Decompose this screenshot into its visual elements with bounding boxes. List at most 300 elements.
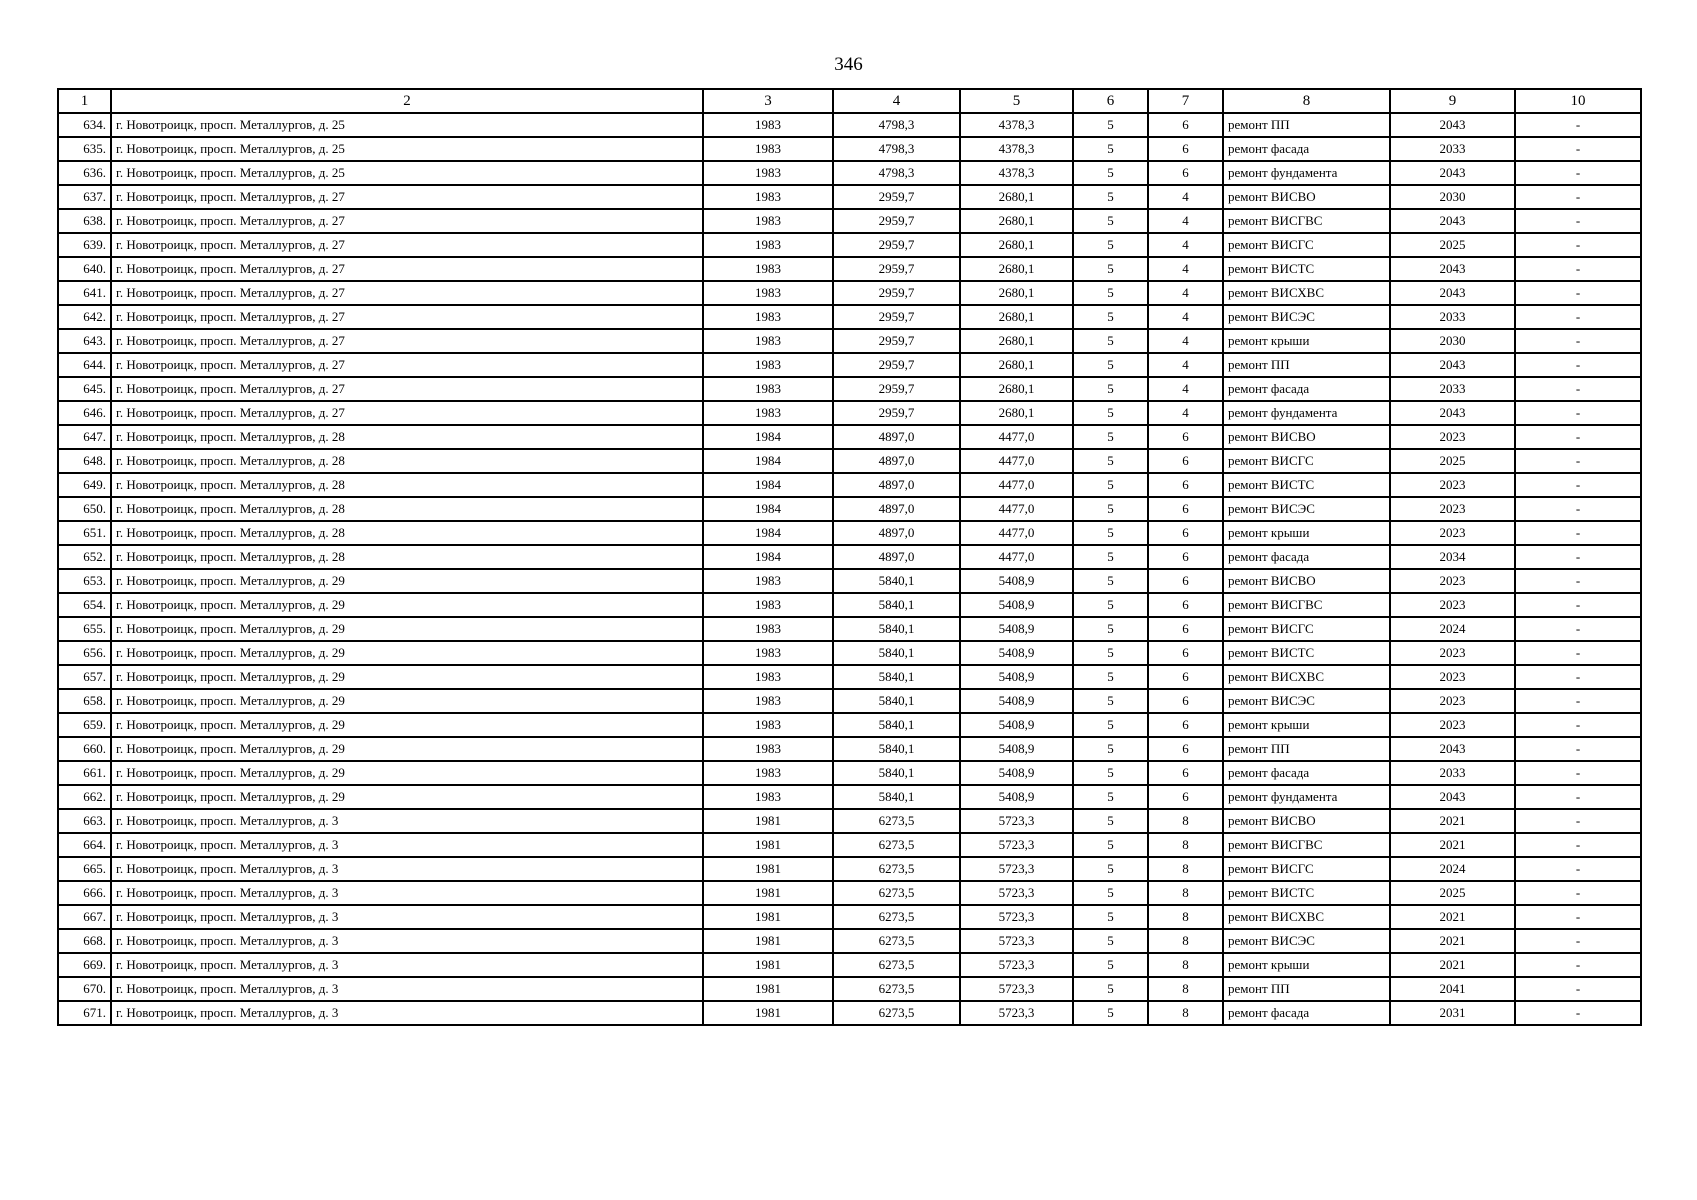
total-area-cell: 4897,0	[833, 545, 960, 569]
floors-cell: 5	[1073, 497, 1148, 521]
living-area-cell: 2680,1	[960, 305, 1073, 329]
column-header-1: 1	[58, 89, 111, 113]
entrances-cell: 6	[1148, 473, 1223, 497]
column-header-4: 4	[833, 89, 960, 113]
living-area-cell: 2680,1	[960, 257, 1073, 281]
floors-cell: 5	[1073, 137, 1148, 161]
row-number-cell: 661.	[58, 761, 111, 785]
year-cell: 1983	[703, 665, 833, 689]
work-type-cell: ремонт ВИСВО	[1223, 425, 1390, 449]
note-cell: -	[1515, 257, 1641, 281]
floors-cell: 5	[1073, 281, 1148, 305]
planned-year-cell: 2043	[1390, 401, 1515, 425]
living-area-cell: 5723,3	[960, 905, 1073, 929]
year-cell: 1981	[703, 977, 833, 1001]
floors-cell: 5	[1073, 401, 1148, 425]
entrances-cell: 4	[1148, 281, 1223, 305]
table-row	[58, 473, 1641, 497]
note-cell: -	[1515, 185, 1641, 209]
living-area-cell: 5408,9	[960, 689, 1073, 713]
entrances-cell: 8	[1148, 905, 1223, 929]
total-area-cell: 5840,1	[833, 737, 960, 761]
living-area-cell: 5408,9	[960, 737, 1073, 761]
entrances-cell: 6	[1148, 593, 1223, 617]
year-cell: 1984	[703, 473, 833, 497]
table-row	[58, 113, 1641, 137]
entrances-cell: 4	[1148, 257, 1223, 281]
table-row	[58, 881, 1641, 905]
note-cell: -	[1515, 881, 1641, 905]
table-row	[58, 161, 1641, 185]
work-type-cell: ремонт фасада	[1223, 1001, 1390, 1025]
living-area-cell: 4477,0	[960, 545, 1073, 569]
address-cell: г. Новотроицк, просп. Металлургов, д. 27	[111, 353, 703, 377]
floors-cell: 5	[1073, 857, 1148, 881]
note-cell: -	[1515, 905, 1641, 929]
entrances-cell: 6	[1148, 665, 1223, 689]
address-cell: г. Новотроицк, просп. Металлургов, д. 27	[111, 305, 703, 329]
table-row	[58, 809, 1641, 833]
total-area-cell: 5840,1	[833, 593, 960, 617]
table-row	[58, 713, 1641, 737]
floors-cell: 5	[1073, 113, 1148, 137]
floors-cell: 5	[1073, 1001, 1148, 1025]
address-cell: г. Новотроицк, просп. Металлургов, д. 27	[111, 209, 703, 233]
total-area-cell: 6273,5	[833, 977, 960, 1001]
planned-year-cell: 2021	[1390, 953, 1515, 977]
planned-year-cell: 2023	[1390, 641, 1515, 665]
table-header-row	[58, 89, 1641, 113]
work-type-cell: ремонт ПП	[1223, 737, 1390, 761]
year-cell: 1983	[703, 305, 833, 329]
address-cell: г. Новотроицк, просп. Металлургов, д. 29	[111, 785, 703, 809]
year-cell: 1983	[703, 233, 833, 257]
total-area-cell: 4798,3	[833, 137, 960, 161]
floors-cell: 5	[1073, 953, 1148, 977]
row-number-cell: 649.	[58, 473, 111, 497]
row-number-cell: 656.	[58, 641, 111, 665]
floors-cell: 5	[1073, 257, 1148, 281]
note-cell: -	[1515, 281, 1641, 305]
address-cell: г. Новотроицк, просп. Металлургов, д. 29	[111, 689, 703, 713]
planned-year-cell: 2023	[1390, 425, 1515, 449]
floors-cell: 5	[1073, 425, 1148, 449]
living-area-cell: 4477,0	[960, 521, 1073, 545]
note-cell: -	[1515, 1001, 1641, 1025]
planned-year-cell: 2043	[1390, 161, 1515, 185]
address-cell: г. Новотроицк, просп. Металлургов, д. 29	[111, 593, 703, 617]
living-area-cell: 5723,3	[960, 857, 1073, 881]
floors-cell: 5	[1073, 617, 1148, 641]
total-area-cell: 2959,7	[833, 353, 960, 377]
address-cell: г. Новотроицк, просп. Металлургов, д. 27	[111, 281, 703, 305]
year-cell: 1981	[703, 953, 833, 977]
floors-cell: 5	[1073, 449, 1148, 473]
row-number-cell: 643.	[58, 329, 111, 353]
year-cell: 1983	[703, 713, 833, 737]
address-cell: г. Новотроицк, просп. Металлургов, д. 3	[111, 1001, 703, 1025]
floors-cell: 5	[1073, 929, 1148, 953]
column-header-8: 8	[1223, 89, 1390, 113]
living-area-cell: 5723,3	[960, 809, 1073, 833]
floors-cell: 5	[1073, 881, 1148, 905]
year-cell: 1983	[703, 401, 833, 425]
row-number-cell: 670.	[58, 977, 111, 1001]
note-cell: -	[1515, 617, 1641, 641]
table-row	[58, 905, 1641, 929]
living-area-cell: 5408,9	[960, 617, 1073, 641]
entrances-cell: 8	[1148, 809, 1223, 833]
work-type-cell: ремонт ВИСГС	[1223, 233, 1390, 257]
living-area-cell: 2680,1	[960, 377, 1073, 401]
note-cell: -	[1515, 449, 1641, 473]
table-row	[58, 425, 1641, 449]
address-cell: г. Новотроицк, просп. Металлургов, д. 3	[111, 977, 703, 1001]
planned-year-cell: 2033	[1390, 137, 1515, 161]
entrances-cell: 8	[1148, 857, 1223, 881]
living-area-cell: 5408,9	[960, 713, 1073, 737]
year-cell: 1983	[703, 641, 833, 665]
living-area-cell: 5723,3	[960, 833, 1073, 857]
note-cell: -	[1515, 353, 1641, 377]
row-number-cell: 640.	[58, 257, 111, 281]
entrances-cell: 4	[1148, 185, 1223, 209]
entrances-cell: 6	[1148, 545, 1223, 569]
total-area-cell: 2959,7	[833, 209, 960, 233]
year-cell: 1983	[703, 377, 833, 401]
table-row	[58, 209, 1641, 233]
total-area-cell: 2959,7	[833, 329, 960, 353]
entrances-cell: 4	[1148, 401, 1223, 425]
work-type-cell: ремонт ПП	[1223, 977, 1390, 1001]
address-cell: г. Новотроицк, просп. Металлургов, д. 28	[111, 545, 703, 569]
total-area-cell: 5840,1	[833, 665, 960, 689]
address-cell: г. Новотроицк, просп. Металлургов, д. 27	[111, 257, 703, 281]
total-area-cell: 6273,5	[833, 929, 960, 953]
address-cell: г. Новотроицк, просп. Металлургов, д. 25	[111, 113, 703, 137]
year-cell: 1984	[703, 545, 833, 569]
note-cell: -	[1515, 113, 1641, 137]
floors-cell: 5	[1073, 233, 1148, 257]
table-row	[58, 665, 1641, 689]
floors-cell: 5	[1073, 569, 1148, 593]
total-area-cell: 4897,0	[833, 497, 960, 521]
total-area-cell: 5840,1	[833, 617, 960, 641]
work-type-cell: ремонт ВИСГВС	[1223, 209, 1390, 233]
total-area-cell: 4897,0	[833, 521, 960, 545]
row-number-cell: 660.	[58, 737, 111, 761]
work-type-cell: ремонт фасада	[1223, 761, 1390, 785]
address-cell: г. Новотроицк, просп. Металлургов, д. 27	[111, 233, 703, 257]
floors-cell: 5	[1073, 977, 1148, 1001]
year-cell: 1981	[703, 833, 833, 857]
entrances-cell: 4	[1148, 377, 1223, 401]
total-area-cell: 4897,0	[833, 473, 960, 497]
planned-year-cell: 2025	[1390, 233, 1515, 257]
address-cell: г. Новотроицк, просп. Металлургов, д. 25	[111, 161, 703, 185]
year-cell: 1984	[703, 449, 833, 473]
year-cell: 1983	[703, 257, 833, 281]
table-row	[58, 761, 1641, 785]
table-row	[58, 977, 1641, 1001]
work-type-cell: ремонт ВИСГС	[1223, 617, 1390, 641]
entrances-cell: 8	[1148, 1001, 1223, 1025]
note-cell: -	[1515, 929, 1641, 953]
floors-cell: 5	[1073, 905, 1148, 929]
work-type-cell: ремонт ВИСЭС	[1223, 929, 1390, 953]
living-area-cell: 5723,3	[960, 929, 1073, 953]
planned-year-cell: 2025	[1390, 449, 1515, 473]
address-cell: г. Новотроицк, просп. Металлургов, д. 25	[111, 137, 703, 161]
planned-year-cell: 2024	[1390, 617, 1515, 641]
column-header-10: 10	[1515, 89, 1641, 113]
year-cell: 1984	[703, 425, 833, 449]
planned-year-cell: 2043	[1390, 281, 1515, 305]
row-number-cell: 648.	[58, 449, 111, 473]
year-cell: 1983	[703, 329, 833, 353]
address-cell: г. Новотроицк, просп. Металлургов, д. 3	[111, 953, 703, 977]
work-type-cell: ремонт фасада	[1223, 137, 1390, 161]
note-cell: -	[1515, 641, 1641, 665]
living-area-cell: 5723,3	[960, 881, 1073, 905]
table-row	[58, 593, 1641, 617]
row-number-cell: 668.	[58, 929, 111, 953]
floors-cell: 5	[1073, 377, 1148, 401]
page-number: 346	[834, 54, 863, 75]
table-row	[58, 353, 1641, 377]
floors-cell: 5	[1073, 761, 1148, 785]
total-area-cell: 6273,5	[833, 833, 960, 857]
row-number-cell: 645.	[58, 377, 111, 401]
table-row	[58, 377, 1641, 401]
total-area-cell: 2959,7	[833, 257, 960, 281]
year-cell: 1984	[703, 521, 833, 545]
total-area-cell: 5840,1	[833, 641, 960, 665]
total-area-cell: 2959,7	[833, 233, 960, 257]
registry-table	[57, 88, 1642, 1026]
note-cell: -	[1515, 161, 1641, 185]
row-number-cell: 642.	[58, 305, 111, 329]
work-type-cell: ремонт ВИСЭС	[1223, 497, 1390, 521]
work-type-cell: ремонт ВИСХВС	[1223, 281, 1390, 305]
address-cell: г. Новотроицк, просп. Металлургов, д. 29	[111, 713, 703, 737]
total-area-cell: 4897,0	[833, 449, 960, 473]
entrances-cell: 6	[1148, 137, 1223, 161]
living-area-cell: 4477,0	[960, 449, 1073, 473]
note-cell: -	[1515, 521, 1641, 545]
floors-cell: 5	[1073, 713, 1148, 737]
year-cell: 1981	[703, 905, 833, 929]
column-header-6: 6	[1073, 89, 1148, 113]
entrances-cell: 4	[1148, 209, 1223, 233]
entrances-cell: 6	[1148, 497, 1223, 521]
entrances-cell: 8	[1148, 929, 1223, 953]
living-area-cell: 2680,1	[960, 209, 1073, 233]
work-type-cell: ремонт крыши	[1223, 329, 1390, 353]
entrances-cell: 6	[1148, 161, 1223, 185]
note-cell: -	[1515, 233, 1641, 257]
living-area-cell: 5408,9	[960, 593, 1073, 617]
planned-year-cell: 2034	[1390, 545, 1515, 569]
work-type-cell: ремонт ВИСТС	[1223, 257, 1390, 281]
row-number-cell: 664.	[58, 833, 111, 857]
row-number-cell: 636.	[58, 161, 111, 185]
year-cell: 1983	[703, 161, 833, 185]
year-cell: 1984	[703, 497, 833, 521]
table-row	[58, 137, 1641, 161]
table-row	[58, 545, 1641, 569]
living-area-cell: 2680,1	[960, 401, 1073, 425]
work-type-cell: ремонт ВИСЭС	[1223, 689, 1390, 713]
planned-year-cell: 2030	[1390, 329, 1515, 353]
table-row	[58, 833, 1641, 857]
row-number-cell: 635.	[58, 137, 111, 161]
table-row	[58, 281, 1641, 305]
address-cell: г. Новотроицк, просп. Металлургов, д. 3	[111, 929, 703, 953]
living-area-cell: 2680,1	[960, 329, 1073, 353]
year-cell: 1981	[703, 809, 833, 833]
total-area-cell: 4798,3	[833, 161, 960, 185]
note-cell: -	[1515, 809, 1641, 833]
living-area-cell: 5408,9	[960, 641, 1073, 665]
address-cell: г. Новотроицк, просп. Металлургов, д. 3	[111, 905, 703, 929]
planned-year-cell: 2043	[1390, 353, 1515, 377]
planned-year-cell: 2021	[1390, 809, 1515, 833]
entrances-cell: 6	[1148, 785, 1223, 809]
year-cell: 1981	[703, 929, 833, 953]
year-cell: 1983	[703, 689, 833, 713]
planned-year-cell: 2023	[1390, 713, 1515, 737]
living-area-cell: 2680,1	[960, 185, 1073, 209]
table-row	[58, 617, 1641, 641]
living-area-cell: 4477,0	[960, 497, 1073, 521]
address-cell: г. Новотроицк, просп. Металлургов, д. 29	[111, 617, 703, 641]
total-area-cell: 6273,5	[833, 953, 960, 977]
note-cell: -	[1515, 593, 1641, 617]
address-cell: г. Новотроицк, просп. Металлургов, д. 28	[111, 425, 703, 449]
address-cell: г. Новотроицк, просп. Металлургов, д. 28	[111, 473, 703, 497]
note-cell: -	[1515, 689, 1641, 713]
entrances-cell: 6	[1148, 113, 1223, 137]
floors-cell: 5	[1073, 329, 1148, 353]
floors-cell: 5	[1073, 833, 1148, 857]
planned-year-cell: 2023	[1390, 665, 1515, 689]
entrances-cell: 6	[1148, 761, 1223, 785]
table-row	[58, 185, 1641, 209]
work-type-cell: ремонт ВИСВО	[1223, 569, 1390, 593]
work-type-cell: ремонт ВИСВО	[1223, 809, 1390, 833]
living-area-cell: 5723,3	[960, 1001, 1073, 1025]
floors-cell: 5	[1073, 689, 1148, 713]
living-area-cell: 5723,3	[960, 977, 1073, 1001]
total-area-cell: 2959,7	[833, 401, 960, 425]
note-cell: -	[1515, 497, 1641, 521]
year-cell: 1983	[703, 113, 833, 137]
entrances-cell: 8	[1148, 881, 1223, 905]
row-number-cell: 663.	[58, 809, 111, 833]
address-cell: г. Новотроицк, просп. Металлургов, д. 27	[111, 401, 703, 425]
note-cell: -	[1515, 785, 1641, 809]
year-cell: 1981	[703, 857, 833, 881]
row-number-cell: 634.	[58, 113, 111, 137]
work-type-cell: ремонт ВИСТС	[1223, 641, 1390, 665]
address-cell: г. Новотроицк, просп. Металлургов, д. 3	[111, 881, 703, 905]
total-area-cell: 6273,5	[833, 857, 960, 881]
note-cell: -	[1515, 329, 1641, 353]
total-area-cell: 2959,7	[833, 185, 960, 209]
row-number-cell: 669.	[58, 953, 111, 977]
work-type-cell: ремонт фундамента	[1223, 161, 1390, 185]
note-cell: -	[1515, 425, 1641, 449]
note-cell: -	[1515, 209, 1641, 233]
living-area-cell: 5408,9	[960, 569, 1073, 593]
table-row	[58, 785, 1641, 809]
row-number-cell: 647.	[58, 425, 111, 449]
floors-cell: 5	[1073, 545, 1148, 569]
address-cell: г. Новотроицк, просп. Металлургов, д. 3	[111, 857, 703, 881]
work-type-cell: ремонт ВИСГС	[1223, 857, 1390, 881]
table-row	[58, 737, 1641, 761]
floors-cell: 5	[1073, 521, 1148, 545]
note-cell: -	[1515, 401, 1641, 425]
entrances-cell: 6	[1148, 689, 1223, 713]
living-area-cell: 5408,9	[960, 785, 1073, 809]
table-row	[58, 521, 1641, 545]
work-type-cell: ремонт ВИСГВС	[1223, 833, 1390, 857]
row-number-cell: 651.	[58, 521, 111, 545]
planned-year-cell: 2043	[1390, 257, 1515, 281]
entrances-cell: 6	[1148, 425, 1223, 449]
planned-year-cell: 2033	[1390, 377, 1515, 401]
work-type-cell: ремонт крыши	[1223, 953, 1390, 977]
work-type-cell: ремонт фасада	[1223, 545, 1390, 569]
entrances-cell: 8	[1148, 953, 1223, 977]
work-type-cell: ремонт ВИСТС	[1223, 473, 1390, 497]
address-cell: г. Новотроицк, просп. Металлургов, д. 29	[111, 665, 703, 689]
work-type-cell: ремонт фундамента	[1223, 401, 1390, 425]
table-row	[58, 1001, 1641, 1025]
work-type-cell: ремонт крыши	[1223, 521, 1390, 545]
note-cell: -	[1515, 713, 1641, 737]
living-area-cell: 4378,3	[960, 161, 1073, 185]
note-cell: -	[1515, 977, 1641, 1001]
planned-year-cell: 2043	[1390, 785, 1515, 809]
row-number-cell: 639.	[58, 233, 111, 257]
year-cell: 1983	[703, 593, 833, 617]
living-area-cell: 5723,3	[960, 953, 1073, 977]
table-row	[58, 857, 1641, 881]
year-cell: 1983	[703, 185, 833, 209]
table-row	[58, 449, 1641, 473]
living-area-cell: 2680,1	[960, 281, 1073, 305]
work-type-cell: ремонт крыши	[1223, 713, 1390, 737]
total-area-cell: 5840,1	[833, 785, 960, 809]
table-row	[58, 497, 1641, 521]
work-type-cell: ремонт фасада	[1223, 377, 1390, 401]
planned-year-cell: 2024	[1390, 857, 1515, 881]
work-type-cell: ремонт ВИСХВС	[1223, 905, 1390, 929]
planned-year-cell: 2031	[1390, 1001, 1515, 1025]
planned-year-cell: 2021	[1390, 905, 1515, 929]
row-number-cell: 638.	[58, 209, 111, 233]
row-number-cell: 655.	[58, 617, 111, 641]
floors-cell: 5	[1073, 185, 1148, 209]
address-cell: г. Новотроицк, просп. Металлургов, д. 29	[111, 737, 703, 761]
row-number-cell: 654.	[58, 593, 111, 617]
row-number-cell: 662.	[58, 785, 111, 809]
total-area-cell: 5840,1	[833, 761, 960, 785]
address-cell: г. Новотроицк, просп. Металлургов, д. 27	[111, 329, 703, 353]
